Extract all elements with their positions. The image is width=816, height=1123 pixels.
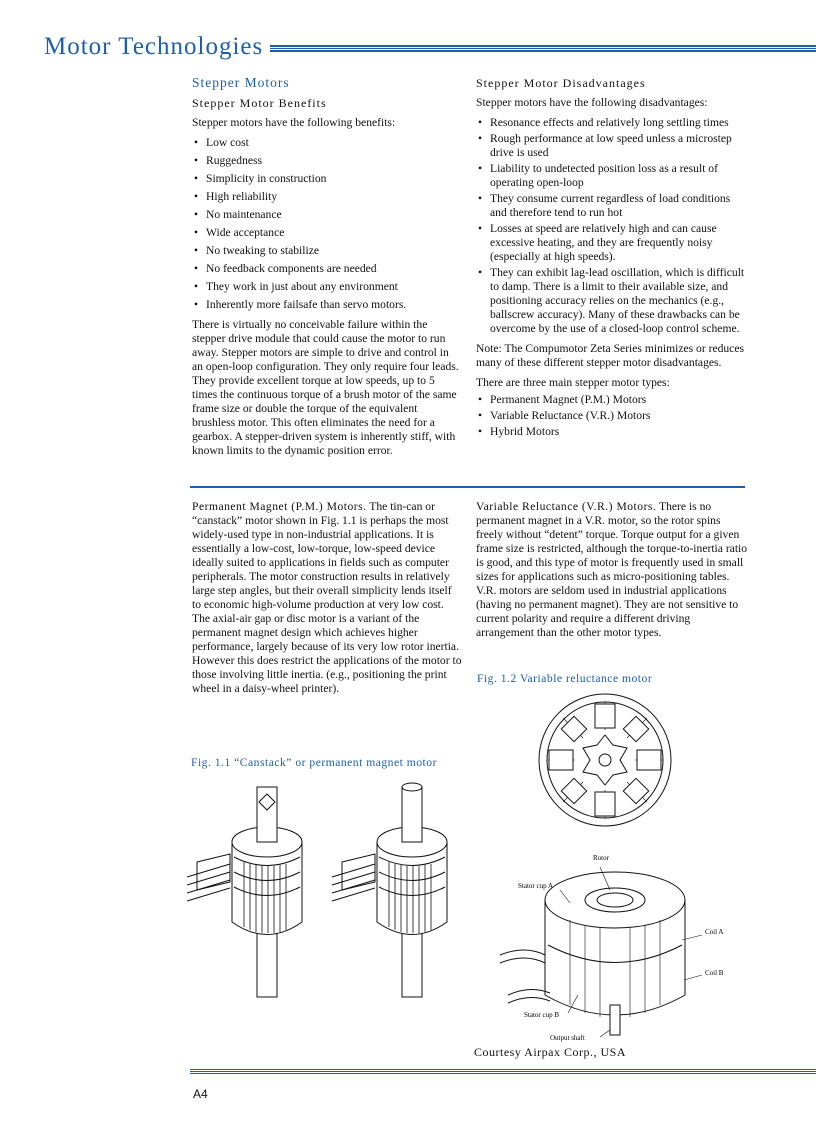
vr-cross-section-figure [535, 690, 675, 830]
vr-motor-exploded-figure [490, 845, 740, 1045]
list-item: • Variable Reluctance (V.R.) Motors [476, 409, 748, 423]
pm-body: The tin-can or “canstack” motor shown in Fig. 1.1 is perhaps the most widely-used type in non-industrial applications. It is essentially a low-cost, low-torque, low-speed device ideally suited to applications in fields such as computer peripherals. The motor construction results in relatively large step angles, but their overall simplicity lends itself to economic high-volume production at very low cost. The axial-air gap or disc motor is a variant of the permanent magnet design which achieves higher performance, largely because of its very low rotor inertia. However this does restrict the applications of the motor to those involving little inertia. (e.g., positioning the print wheel in a daisy-wheel printer). [192, 500, 462, 695]
list-item: • They work in just about any environment [192, 280, 462, 294]
pm-lead: Permanent Magnet (P.M.) Motors. [192, 500, 367, 513]
list-item: • Inherently more failsafe than servo motors. [192, 298, 462, 312]
list-item: • Low cost [192, 136, 462, 150]
vr-motors-section [476, 500, 748, 646]
benefits-subheading: Stepper Motor Benefits [192, 96, 327, 110]
page-title: Motor Technologies [44, 33, 264, 60]
page-number: A4 [193, 1087, 208, 1101]
list-item: • Permanent Magnet (P.M.) Motors [476, 393, 748, 407]
list-item: • No maintenance [192, 208, 462, 222]
disadvantages-section [476, 76, 748, 445]
vr-body: There is no permanent magnet in a V.R. motor, so the rotor spins freely without “detent” torque. Torque output for a given frame size is restricted, although the torque-to-inertia ratio is good, and this type of motor is frequently used in small sizes for applications such as micro-positioning tables. V.R. motors are seldom used in industrial applications (having no permanent magnet). They are not sensitive to current polarity and require a different driving arrangement than the other motor types. [476, 500, 748, 639]
list-item: • They can exhibit lag-lead oscillation, which is difficult to damp. There is a limit to their available size, and positioning accuracy relies on the mechanics (e.g., ballscrew accuracy). Many of these drawbacks can be overcome by the use of a closed-loop control scheme. [476, 266, 748, 336]
section-divider [190, 486, 745, 488]
rotor-label: Rotor [593, 854, 609, 862]
list-item: • Resonance effects and relatively long settling times [476, 116, 748, 130]
list-item: • Wide acceptance [192, 226, 462, 240]
output-shaft-label: Output shaft [550, 1034, 585, 1042]
benefits-list [192, 136, 462, 312]
list-item: • No tweaking to stabilize [192, 244, 462, 258]
list-item: • No feedback components are needed [192, 262, 462, 276]
list-item: • Losses at speed are relatively high and can cause excessive heating, and they are frequently noisy (especially at high speeds). [476, 222, 748, 264]
section-heading: Stepper Motors [192, 75, 290, 90]
types-list [476, 393, 748, 439]
list-item: • Ruggedness [192, 154, 462, 168]
canstack-motor-figure [172, 782, 472, 1002]
list-item: • Hybrid Motors [476, 425, 748, 439]
coil-a-label: Coil A [705, 928, 724, 936]
fig-1-1-caption: Fig. 1.1 “Canstack” or permanent magnet motor [191, 756, 437, 769]
disadvantages-list [476, 116, 748, 336]
footer-rule [190, 1069, 816, 1075]
note: Note: The Compumotor Zeta Series minimizes or reduces many of these different stepper motor disadvantages. [476, 342, 744, 369]
pm-motors-section [192, 500, 462, 702]
list-item: • High reliability [192, 190, 462, 204]
stator-cup-a-label: Stator cup A [518, 882, 553, 890]
benefits-body: There is virtually no conceivable failure within the stepper drive module that could cause the motor to run away. Stepper motors are simple to drive and control in an open-loop configuration. They only require four leads. They provide excellent torque at low speeds, up to 5 times the continuous torque of a brush motor of the same frame size or double the torque of the equivalent brushless motor. This often eliminates the need for a gearbox. A stepper-driven system is inherently stiff, with known limits to the dynamic position error. [192, 318, 459, 457]
list-item: • Rough performance at low speed unless a microstep drive is used [476, 132, 748, 160]
disadvantages-intro: Stepper motors have the following disadvantages: [476, 96, 708, 109]
list-item: • Simplicity in construction [192, 172, 462, 186]
coil-b-label: Coil B [705, 969, 724, 977]
list-item: • Liability to undetected position loss as a result of operating open-loop [476, 162, 748, 190]
title-rule [270, 45, 816, 52]
types-intro: There are three main stepper motor types: [476, 376, 670, 389]
disadvantages-subheading: Stepper Motor Disadvantages [476, 76, 646, 90]
stator-cup-b-label: Stator cup B [524, 1011, 559, 1019]
figure-credit: Courtesy Airpax Corp., USA [474, 1045, 626, 1059]
benefits-intro: Stepper motors have the following benefits: [192, 116, 396, 129]
list-item: • They consume current regardless of load conditions and therefore tend to run hot [476, 192, 748, 220]
fig-1-2-caption: Fig. 1.2 Variable reluctance motor [477, 672, 653, 685]
vr-lead: Variable Reluctance (V.R.) Motors. [476, 500, 657, 513]
benefits-section [192, 76, 462, 464]
